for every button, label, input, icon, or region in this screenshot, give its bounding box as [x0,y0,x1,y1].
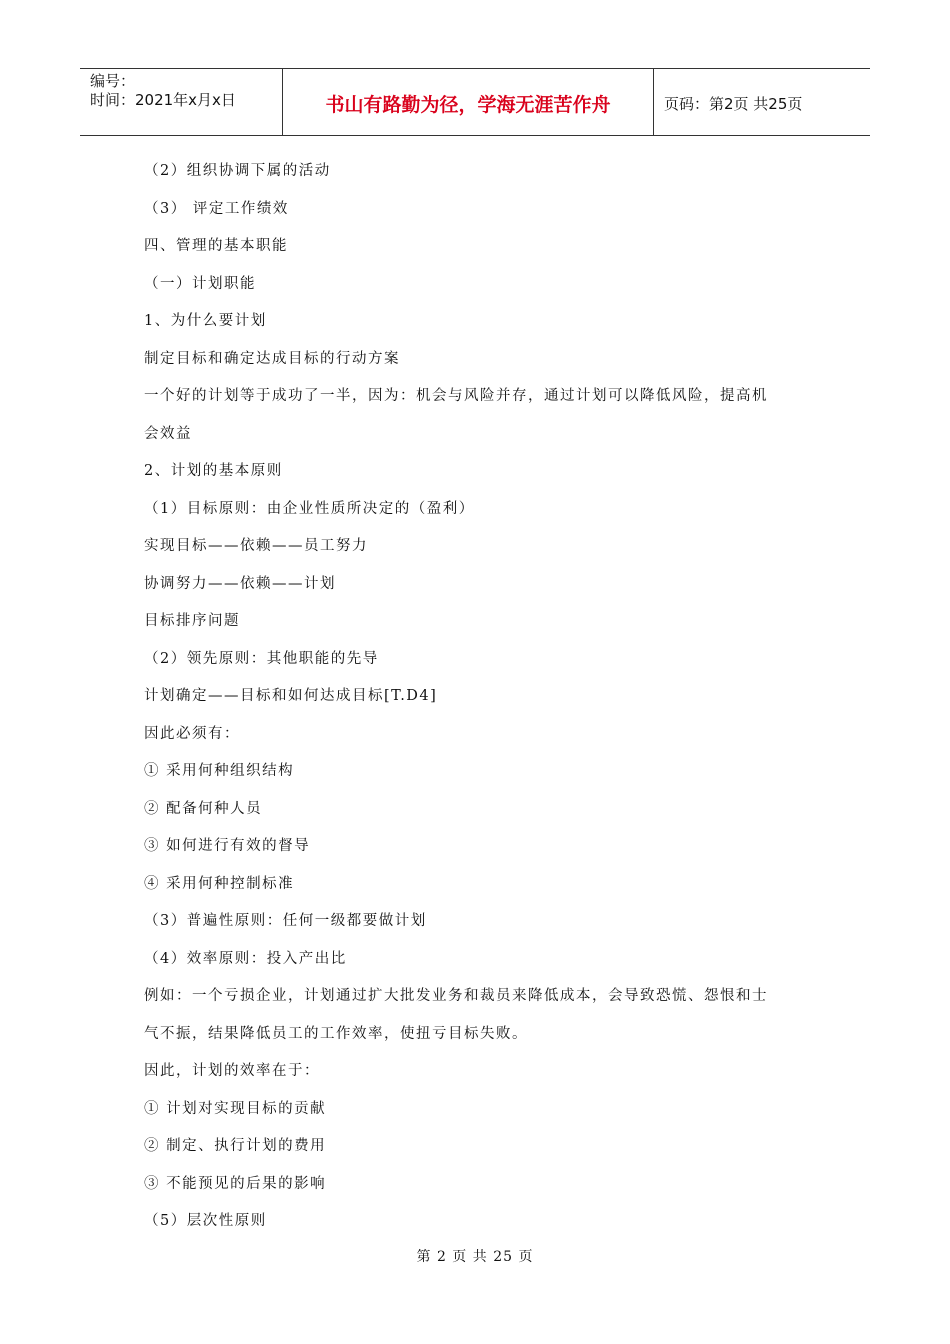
document-header [80,68,870,136]
list-item: ② 配备何种人员 [144,800,263,817]
body-line: 目标排序问题 [144,613,240,629]
body-line: 会效益 [144,425,192,442]
document-body [144,153,824,1241]
list-item: ① 计划对实现目标的贡献 [144,1100,327,1117]
body-line: （2）领先原则：其他职能的先导 [144,650,379,667]
body-line: 气不振，结果降低员工的工作效率，使扭亏目标失败。 [144,1025,528,1042]
subsection-heading: （一）计划职能 [144,275,256,292]
body-line: 1、为什么要计划 [144,313,267,329]
page-footer: 第 2 页 共 25 页 [416,1249,534,1265]
body-line: 计划确定——目标和如何达成目标[T.D4] [144,688,438,704]
date-label: 时间：2021年x月x日 [90,91,236,109]
body-line: 实现目标——依赖——员工努力 [144,538,368,554]
body-line: 因此，计划的效率在于： [144,1063,320,1079]
list-item: ④ 采用何种控制标准 [144,875,295,892]
body-line: 例如：一个亏损企业，计划通过扩大批发业务和裁员来降低成本，会导致恐慌、怨恨和士 [144,988,768,1004]
list-item: ② 制定、执行计划的费用 [144,1138,327,1154]
body-line: （1）目标原则：由企业性质所决定的（盈利） [144,500,475,517]
body-line: 协调努力——依赖——计划 [144,575,336,592]
body-line: 因此必须有： [144,725,240,742]
header-page-number: 页码：第2页 共25页 [664,94,803,113]
list-item: ③ 不能预见的后果的影响 [144,1175,327,1192]
list-item: ① 采用何种组织结构 [144,763,295,779]
header-meta-cell [80,69,282,135]
body-line: 一个好的计划等于成功了一半，因为：机会与风险并存，通过计划可以降低风险，提高机 [144,388,768,404]
header-motto: 书山有路勤为径，学海无涯苦作舟 [282,69,654,135]
body-line: （3） 评定工作绩效 [144,200,289,217]
body-line: （5）层次性原则 [144,1213,267,1229]
body-line: （2）组织协调下属的活动 [144,163,331,179]
body-line: 2、计划的基本原则 [144,463,283,479]
body-line: 制定目标和确定达成目标的行动方案 [144,350,400,367]
body-line: （3）普遍性原则：任何一级都要做计划 [144,913,427,929]
serial-number-label: 编号： [90,72,136,90]
body-line: （4）效率原则：投入产出比 [144,950,347,967]
list-item: ③ 如何进行有效的督导 [144,838,311,854]
section-heading: 四、管理的基本职能 [144,238,288,254]
